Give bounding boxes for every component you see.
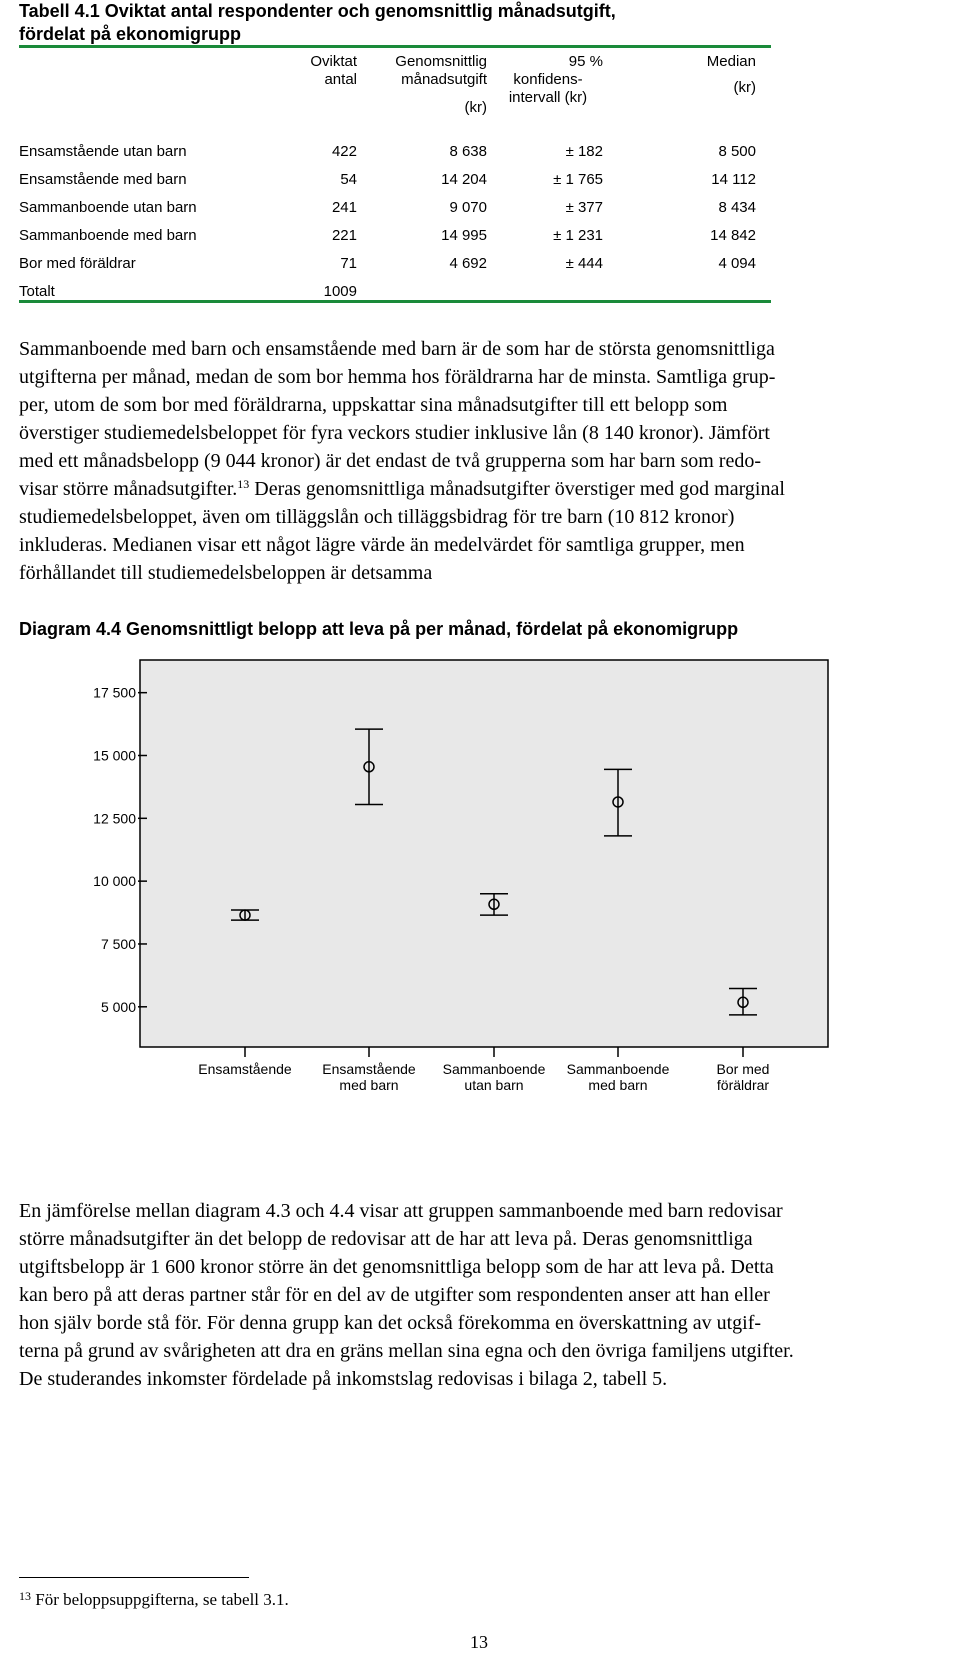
cell-median: 8 500 bbox=[718, 143, 756, 160]
cell-ci: ± 182 bbox=[565, 143, 603, 160]
x-tick-label: Ensamstående bbox=[198, 1061, 292, 1077]
text-line: De studerandes inkomster fördelade på inkomstslag redovisas i bilaga 2, tabell 5. bbox=[19, 1368, 668, 1390]
cell-ci: ± 1 231 bbox=[553, 227, 603, 244]
text-line: per, utom de som bor med föräldrarna, uppskattar sina månadsutgifter till ett belopp som bbox=[19, 394, 728, 416]
cell-count: 71 bbox=[340, 255, 357, 272]
table-title-line: Tabell 4.1 Oviktat antal respondenter och genomsnittlig månadsutgift, bbox=[19, 1, 616, 21]
x-tick-label: med barn bbox=[588, 1077, 648, 1093]
table-title-line: fördelat på ekonomigrupp bbox=[19, 24, 242, 44]
text-line: större månadsutgifter än det belopp de redovisar att de har att leva på. Deras genomsnittliga bbox=[19, 1228, 753, 1250]
y-tick-label: 10 000 bbox=[93, 873, 136, 890]
x-tick-label: föräldrar bbox=[716, 1077, 770, 1093]
y-tick-label: 15 000 bbox=[93, 747, 136, 764]
cell-mean: 8 638 bbox=[449, 143, 487, 160]
cell-ci: ± 377 bbox=[565, 199, 603, 216]
footnote-text: För beloppsuppgifterna, se tabell 3.1. bbox=[35, 1590, 289, 1609]
x-tick-label: utan barn bbox=[464, 1077, 524, 1093]
cell-count: 1009 bbox=[323, 283, 357, 300]
text-line: studiemedelsbeloppet, även om tilläggslån och tilläggsbidrag för tre barn (10 812 kronor) bbox=[19, 506, 735, 528]
cell-mean: 14 995 bbox=[441, 227, 487, 244]
x-tick-label: Sammanboende bbox=[442, 1061, 546, 1077]
paragraph-2 bbox=[19, 1197, 960, 1393]
plot-area bbox=[140, 660, 828, 1047]
x-tick-label: med barn bbox=[339, 1077, 399, 1093]
header-text: Oviktat bbox=[310, 53, 357, 70]
y-tick-label: 5 000 bbox=[100, 998, 136, 1015]
text-line: kan bero på att deras partner står för en del av de utgifter som respondenten anser att han eller bbox=[19, 1284, 770, 1306]
cell-median: 4 094 bbox=[718, 255, 756, 272]
diagram-title: Diagram 4.4 Genomsnittligt belopp att leva på per månad, fördelat på ekonomigrupp bbox=[19, 619, 739, 639]
row-label: Ensamstående utan barn bbox=[19, 143, 187, 160]
footnote-reference[interactable]: 13 bbox=[237, 477, 250, 491]
row-label: Sammanboende utan barn bbox=[19, 199, 197, 216]
header-text: (kr) bbox=[464, 99, 487, 116]
footnote bbox=[19, 1586, 289, 1610]
text-line: med ett månadsbelopp (9 044 kronor) är det endast de två grupperna som har barn som redo- bbox=[19, 450, 761, 472]
text-line: hon själv borde stå för. För denna grupp kan det också förekomma en överskattning av utgif- bbox=[19, 1312, 762, 1334]
cell-count: 54 bbox=[340, 171, 357, 188]
header-text: konfidens- bbox=[513, 71, 583, 88]
cell-count: 422 bbox=[331, 143, 357, 160]
text-line: förhållandet till studiemedelsbeloppen är detsamma bbox=[19, 562, 433, 584]
text-line: inkluderas. Medianen visar ett något lägre värde än medelvärdet för samtliga grupper, men bbox=[19, 534, 745, 556]
x-tick-label: Bor med bbox=[716, 1061, 770, 1077]
row-label: Sammanboende med barn bbox=[19, 227, 197, 244]
y-tick-label: 7 500 bbox=[100, 935, 136, 952]
header-text: månadsutgift bbox=[401, 71, 487, 88]
text-line: En jämförelse mellan diagram 4.3 och 4.4 visar att gruppen sammanboende med barn redovisar bbox=[19, 1200, 783, 1222]
header-text: antal bbox=[324, 71, 357, 88]
x-tick-label: Ensamstående bbox=[322, 1061, 416, 1077]
text-run: visar större månadsutgifter. bbox=[19, 478, 238, 500]
cell-mean: 9 070 bbox=[449, 199, 487, 216]
row-label: Ensamstående med barn bbox=[19, 171, 187, 188]
cell-median: 14 112 bbox=[711, 171, 756, 188]
footnote-rule bbox=[19, 1577, 249, 1578]
y-tick-label: 17 500 bbox=[93, 684, 136, 701]
x-tick-label: Sammanboende bbox=[566, 1061, 670, 1077]
cell-median: 14 842 bbox=[710, 227, 756, 244]
footnote-number: 13 bbox=[19, 1589, 31, 1603]
header-text: (kr) bbox=[733, 79, 756, 96]
cell-mean: 14 204 bbox=[441, 171, 487, 188]
row-label: Bor med föräldrar bbox=[19, 255, 136, 272]
y-tick-label: 12 500 bbox=[93, 810, 136, 827]
text-line: överstiger studiemedelsbeloppet för fyra veckors studier inklusive lån (8 140 kronor). Jämfört bbox=[19, 422, 770, 444]
text-line: Sammanboende med barn och ensamstående med barn är de som har de största genomsnittliga bbox=[19, 338, 775, 360]
header-text: Genomsnittlig bbox=[395, 53, 487, 70]
page-number: 13 bbox=[470, 1632, 488, 1652]
header-text: 95 % bbox=[568, 53, 603, 70]
cell-mean: 4 692 bbox=[449, 255, 487, 272]
cell-ci: ± 1 765 bbox=[553, 171, 603, 188]
text-line: utgifterna per månad, medan de som bor hemma hos föräldrarna har de minsta. Samtliga grup- bbox=[19, 366, 776, 388]
text-line: terna på grund av svårigheten att dra en gräns mellan sina egna och den övriga familjens utgifter. bbox=[19, 1340, 794, 1362]
cell-count: 241 bbox=[331, 199, 357, 216]
header-text: intervall (kr) bbox=[508, 89, 588, 106]
header-text: Median bbox=[706, 53, 756, 70]
cell-median: 8 434 bbox=[718, 199, 756, 216]
cell-ci: ± 444 bbox=[565, 255, 603, 272]
text-run: Deras genomsnittliga månadsutgifter överstiger med god marginal bbox=[249, 478, 785, 500]
cell-count: 221 bbox=[331, 227, 357, 244]
row-label: Totalt bbox=[19, 283, 55, 300]
text-line: utgiftsbelopp är 1 600 kronor större än det genomsnittliga belopp som de har att leva på. Detta bbox=[19, 1256, 774, 1278]
